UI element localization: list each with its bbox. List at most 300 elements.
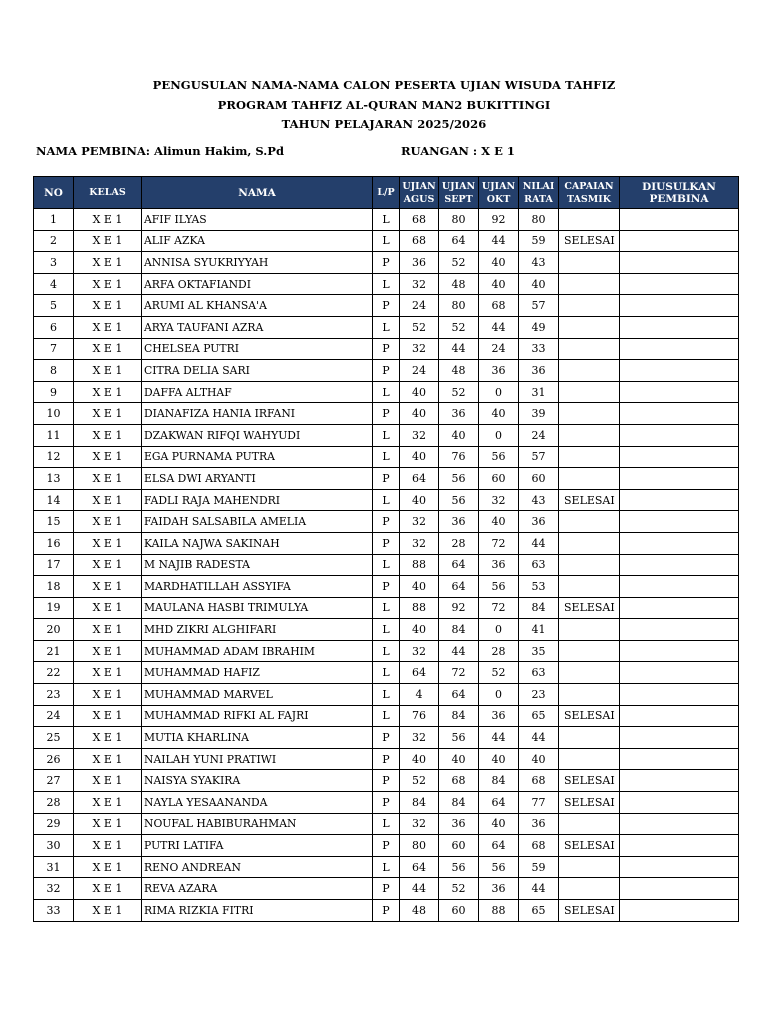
cell-ujian-okt: 40 [479, 403, 519, 425]
cell-capaian-tasmik [559, 316, 620, 338]
cell-nama: CITRA DELIA SARI [142, 360, 373, 382]
table-row [34, 640, 739, 662]
col-header-kelas: KELAS [74, 177, 142, 209]
cell-diusulkan-pembina [620, 230, 739, 252]
cell-no: 3 [34, 252, 74, 274]
cell-lp: L [373, 273, 400, 295]
cell-nama: MAULANA HASBI TRIMULYA [142, 597, 373, 619]
cell-kelas: X E 1 [74, 813, 142, 835]
table-row [34, 295, 739, 317]
cell-no: 8 [34, 360, 74, 382]
cell-ujian-okt: 28 [479, 640, 519, 662]
cell-nilai-rata: 63 [519, 554, 559, 576]
cell-ujian-okt: 0 [479, 424, 519, 446]
cell-nama: MUHAMMAD ADAM IBRAHIM [142, 640, 373, 662]
cell-diusulkan-pembina [620, 835, 739, 857]
table-row [34, 705, 739, 727]
table-row [34, 381, 739, 403]
table-row [34, 489, 739, 511]
cell-ujian-sept: 52 [439, 252, 479, 274]
cell-lp: L [373, 489, 400, 511]
cell-nama: EGA PURNAMA PUTRA [142, 446, 373, 468]
cell-kelas: X E 1 [74, 684, 142, 706]
table-row [34, 252, 739, 274]
cell-ujian-sept: 84 [439, 792, 479, 814]
title-line-2: PROGRAM TAHFIZ AL-QURAN MAN2 BUKITTINGI [217, 97, 551, 112]
cell-no: 4 [34, 273, 74, 295]
cell-ujian-agus: 88 [400, 597, 439, 619]
cell-capaian-tasmik: SELESAI [559, 770, 620, 792]
participants-table [33, 176, 739, 922]
cell-capaian-tasmik [559, 619, 620, 641]
cell-lp: P [373, 532, 400, 554]
cell-ujian-okt: 36 [479, 878, 519, 900]
cell-diusulkan-pembina [620, 381, 739, 403]
cell-nama: PUTRI LATIFA [142, 835, 373, 857]
cell-ujian-agus: 40 [400, 619, 439, 641]
cell-nilai-rata: 43 [519, 489, 559, 511]
cell-capaian-tasmik [559, 554, 620, 576]
cell-ujian-okt: 36 [479, 360, 519, 382]
cell-diusulkan-pembina [620, 316, 739, 338]
cell-diusulkan-pembina [620, 424, 739, 446]
cell-lp: P [373, 727, 400, 749]
cell-nilai-rata: 53 [519, 576, 559, 598]
table-row [34, 532, 739, 554]
col-header-nama: NAMA [142, 177, 373, 209]
col-header-ujian-agus-line2: AGUS [403, 193, 435, 205]
table-row [34, 792, 739, 814]
cell-capaian-tasmik: SELESAI [559, 900, 620, 922]
cell-kelas: X E 1 [74, 792, 142, 814]
cell-ujian-sept: 52 [439, 878, 479, 900]
table-row [34, 813, 739, 835]
table-row [34, 770, 739, 792]
cell-ujian-okt: 44 [479, 230, 519, 252]
cell-kelas: X E 1 [74, 576, 142, 598]
cell-diusulkan-pembina [620, 360, 739, 382]
cell-ujian-okt: 44 [479, 316, 519, 338]
cell-nilai-rata: 60 [519, 468, 559, 490]
cell-ujian-sept: 56 [439, 489, 479, 511]
cell-ujian-sept: 60 [439, 835, 479, 857]
cell-lp: L [373, 597, 400, 619]
cell-kelas: X E 1 [74, 619, 142, 641]
col-header-capaian-tasmik [559, 177, 620, 209]
cell-nilai-rata: 43 [519, 252, 559, 274]
cell-nilai-rata: 44 [519, 532, 559, 554]
cell-lp: P [373, 252, 400, 274]
cell-kelas: X E 1 [74, 316, 142, 338]
cell-ujian-agus: 4 [400, 684, 439, 706]
cell-ujian-okt: 36 [479, 554, 519, 576]
cell-no: 22 [34, 662, 74, 684]
table-row [34, 619, 739, 641]
cell-lp: P [373, 770, 400, 792]
cell-nilai-rata: 84 [519, 597, 559, 619]
cell-ujian-sept: 28 [439, 532, 479, 554]
cell-ujian-okt: 40 [479, 748, 519, 770]
cell-diusulkan-pembina [620, 295, 739, 317]
ruangan-label: RUANGAN : X E 1 [401, 144, 515, 158]
cell-no: 17 [34, 554, 74, 576]
table-row [34, 316, 739, 338]
table-row [34, 403, 739, 425]
cell-ujian-sept: 92 [439, 597, 479, 619]
cell-ujian-agus: 64 [400, 856, 439, 878]
cell-diusulkan-pembina [620, 489, 739, 511]
cell-diusulkan-pembina [620, 554, 739, 576]
cell-nama: MUTIA KHARLINA [142, 727, 373, 749]
cell-lp: L [373, 856, 400, 878]
cell-ujian-sept: 56 [439, 856, 479, 878]
cell-kelas: X E 1 [74, 662, 142, 684]
cell-diusulkan-pembina [620, 338, 739, 360]
cell-nama: RIMA RIZKIA FITRI [142, 900, 373, 922]
cell-nilai-rata: 77 [519, 792, 559, 814]
cell-ujian-sept: 36 [439, 511, 479, 533]
cell-capaian-tasmik [559, 813, 620, 835]
cell-ujian-sept: 72 [439, 662, 479, 684]
col-header-ujian-sept-line1: UJIAN [441, 180, 476, 192]
cell-nilai-rata: 63 [519, 662, 559, 684]
cell-no: 12 [34, 446, 74, 468]
cell-ujian-agus: 64 [400, 468, 439, 490]
cell-ujian-sept: 84 [439, 619, 479, 641]
cell-capaian-tasmik [559, 252, 620, 274]
cell-kelas: X E 1 [74, 878, 142, 900]
cell-lp: L [373, 446, 400, 468]
cell-ujian-sept: 84 [439, 705, 479, 727]
cell-ujian-sept: 40 [439, 424, 479, 446]
cell-no: 21 [34, 640, 74, 662]
cell-kelas: X E 1 [74, 209, 142, 231]
cell-nilai-rata: 59 [519, 230, 559, 252]
table-row [34, 209, 739, 231]
table-header-row [34, 177, 739, 209]
cell-nilai-rata: 65 [519, 900, 559, 922]
cell-no: 7 [34, 338, 74, 360]
table-row [34, 360, 739, 382]
cell-nilai-rata: 39 [519, 403, 559, 425]
cell-lp: P [373, 360, 400, 382]
cell-no: 32 [34, 878, 74, 900]
document-meta [36, 144, 736, 160]
cell-kelas: X E 1 [74, 748, 142, 770]
cell-diusulkan-pembina [620, 273, 739, 295]
col-header-diusulkan-line1: DIUSULKAN [642, 180, 716, 193]
cell-capaian-tasmik [559, 424, 620, 446]
cell-ujian-agus: 32 [400, 640, 439, 662]
cell-diusulkan-pembina [620, 252, 739, 274]
table-row [34, 835, 739, 857]
cell-no: 18 [34, 576, 74, 598]
cell-nama: ARFA OKTAFIANDI [142, 273, 373, 295]
cell-ujian-agus: 48 [400, 900, 439, 922]
cell-nama: MUHAMMAD HAFIZ [142, 662, 373, 684]
cell-lp: L [373, 813, 400, 835]
cell-ujian-okt: 84 [479, 770, 519, 792]
cell-capaian-tasmik [559, 856, 620, 878]
cell-kelas: X E 1 [74, 273, 142, 295]
cell-ujian-agus: 32 [400, 273, 439, 295]
cell-nilai-rata: 44 [519, 727, 559, 749]
cell-ujian-agus: 32 [400, 727, 439, 749]
cell-lp: L [373, 316, 400, 338]
cell-nilai-rata: 41 [519, 619, 559, 641]
cell-no: 15 [34, 511, 74, 533]
cell-nilai-rata: 35 [519, 640, 559, 662]
cell-nilai-rata: 31 [519, 381, 559, 403]
cell-no: 1 [34, 209, 74, 231]
col-header-nilai-rata-line2: RATA [524, 193, 553, 205]
cell-lp: L [373, 619, 400, 641]
cell-nama: NOUFAL HABIBURAHMAN [142, 813, 373, 835]
cell-kelas: X E 1 [74, 381, 142, 403]
cell-diusulkan-pembina [620, 209, 739, 231]
cell-diusulkan-pembina [620, 640, 739, 662]
cell-ujian-agus: 24 [400, 360, 439, 382]
cell-ujian-sept: 76 [439, 446, 479, 468]
cell-ujian-okt: 60 [479, 468, 519, 490]
cell-ujian-sept: 56 [439, 468, 479, 490]
cell-lp: P [373, 878, 400, 900]
cell-capaian-tasmik [559, 511, 620, 533]
cell-nama: KAILA NAJWA SAKINAH [142, 532, 373, 554]
cell-nilai-rata: 23 [519, 684, 559, 706]
cell-ujian-agus: 40 [400, 403, 439, 425]
cell-capaian-tasmik: SELESAI [559, 230, 620, 252]
cell-capaian-tasmik [559, 295, 620, 317]
cell-diusulkan-pembina [620, 446, 739, 468]
col-header-diusulkan-pembina [620, 177, 739, 209]
cell-diusulkan-pembina [620, 900, 739, 922]
cell-capaian-tasmik: SELESAI [559, 792, 620, 814]
cell-ujian-agus: 32 [400, 532, 439, 554]
cell-diusulkan-pembina [620, 511, 739, 533]
cell-ujian-agus: 32 [400, 813, 439, 835]
cell-nama: MARDHATILLAH ASSYIFA [142, 576, 373, 598]
cell-ujian-agus: 36 [400, 252, 439, 274]
title-line-3: TAHUN PELAJARAN 2025/2026 [281, 117, 487, 131]
table-row [34, 684, 739, 706]
cell-ujian-agus: 84 [400, 792, 439, 814]
cell-lp: P [373, 792, 400, 814]
cell-ujian-okt: 40 [479, 511, 519, 533]
cell-ujian-agus: 32 [400, 424, 439, 446]
table-row [34, 856, 739, 878]
col-header-nilai-rata-line1: NILAI [522, 180, 555, 192]
cell-lp: P [373, 900, 400, 922]
table-row [34, 446, 739, 468]
cell-ujian-okt: 36 [479, 705, 519, 727]
cell-ujian-agus: 40 [400, 576, 439, 598]
cell-ujian-okt: 56 [479, 446, 519, 468]
cell-ujian-sept: 52 [439, 316, 479, 338]
cell-capaian-tasmik: SELESAI [559, 835, 620, 857]
table-row [34, 230, 739, 252]
cell-nilai-rata: 36 [519, 511, 559, 533]
cell-kelas: X E 1 [74, 252, 142, 274]
cell-nama: CHELSEA PUTRI [142, 338, 373, 360]
cell-ujian-agus: 40 [400, 748, 439, 770]
cell-diusulkan-pembina [620, 878, 739, 900]
cell-ujian-okt: 40 [479, 813, 519, 835]
cell-no: 16 [34, 532, 74, 554]
cell-ujian-okt: 64 [479, 835, 519, 857]
cell-no: 13 [34, 468, 74, 490]
table-row [34, 554, 739, 576]
cell-ujian-agus: 68 [400, 230, 439, 252]
cell-nilai-rata: 36 [519, 813, 559, 835]
cell-nilai-rata: 36 [519, 360, 559, 382]
col-header-ujian-sept-line2: SEPT [444, 193, 473, 205]
cell-ujian-sept: 80 [439, 295, 479, 317]
cell-capaian-tasmik [559, 532, 620, 554]
cell-nilai-rata: 24 [519, 424, 559, 446]
cell-diusulkan-pembina [620, 770, 739, 792]
cell-ujian-agus: 32 [400, 338, 439, 360]
col-header-ujian-agus-line1: UJIAN [402, 180, 436, 192]
cell-diusulkan-pembina [620, 576, 739, 598]
cell-lp: P [373, 511, 400, 533]
cell-ujian-agus: 88 [400, 554, 439, 576]
cell-capaian-tasmik [559, 748, 620, 770]
table-row [34, 727, 739, 749]
cell-nama: ARUMI AL KHANSA'A [142, 295, 373, 317]
cell-capaian-tasmik [559, 360, 620, 382]
cell-no: 9 [34, 381, 74, 403]
cell-diusulkan-pembina [620, 619, 739, 641]
cell-ujian-sept: 36 [439, 813, 479, 835]
cell-ujian-sept: 40 [439, 748, 479, 770]
cell-lp: L [373, 705, 400, 727]
cell-kelas: X E 1 [74, 770, 142, 792]
cell-no: 28 [34, 792, 74, 814]
cell-capaian-tasmik [559, 468, 620, 490]
cell-nama: ANNISA SYUKRIYYAH [142, 252, 373, 274]
cell-lp: P [373, 748, 400, 770]
cell-nama: NAYLA YESAANANDA [142, 792, 373, 814]
cell-ujian-okt: 56 [479, 856, 519, 878]
cell-ujian-okt: 92 [479, 209, 519, 231]
cell-lp: P [373, 576, 400, 598]
cell-nilai-rata: 65 [519, 705, 559, 727]
cell-diusulkan-pembina [620, 856, 739, 878]
cell-ujian-sept: 64 [439, 230, 479, 252]
cell-capaian-tasmik [559, 403, 620, 425]
cell-kelas: X E 1 [74, 856, 142, 878]
cell-no: 33 [34, 900, 74, 922]
col-header-ujian-okt-line2: OKT [486, 193, 511, 205]
cell-diusulkan-pembina [620, 532, 739, 554]
cell-ujian-okt: 24 [479, 338, 519, 360]
cell-ujian-okt: 52 [479, 662, 519, 684]
col-header-diusulkan-line2: PEMBINA [649, 192, 709, 205]
cell-nilai-rata: 57 [519, 295, 559, 317]
cell-nama: ARYA TAUFANI AZRA [142, 316, 373, 338]
cell-ujian-okt: 40 [479, 252, 519, 274]
cell-ujian-agus: 40 [400, 381, 439, 403]
cell-nama: FAIDAH SALSABILA AMELIA [142, 511, 373, 533]
table-row [34, 878, 739, 900]
cell-kelas: X E 1 [74, 489, 142, 511]
cell-ujian-okt: 0 [479, 684, 519, 706]
cell-kelas: X E 1 [74, 532, 142, 554]
cell-no: 19 [34, 597, 74, 619]
cell-kelas: X E 1 [74, 597, 142, 619]
cell-capaian-tasmik: SELESAI [559, 489, 620, 511]
cell-kelas: X E 1 [74, 446, 142, 468]
cell-nilai-rata: 33 [519, 338, 559, 360]
cell-lp: L [373, 209, 400, 231]
cell-kelas: X E 1 [74, 554, 142, 576]
cell-diusulkan-pembina [620, 597, 739, 619]
col-header-capaian-line2: TASMIK [567, 193, 611, 205]
cell-no: 29 [34, 813, 74, 835]
cell-diusulkan-pembina [620, 403, 739, 425]
cell-kelas: X E 1 [74, 360, 142, 382]
cell-lp: L [373, 662, 400, 684]
cell-no: 10 [34, 403, 74, 425]
cell-lp: P [373, 338, 400, 360]
cell-kelas: X E 1 [74, 424, 142, 446]
col-header-ujian-okt [479, 177, 519, 209]
cell-capaian-tasmik [559, 338, 620, 360]
cell-ujian-sept: 60 [439, 900, 479, 922]
cell-lp: L [373, 640, 400, 662]
cell-ujian-sept: 56 [439, 727, 479, 749]
cell-nama: MUHAMMAD MARVEL [142, 684, 373, 706]
cell-no: 26 [34, 748, 74, 770]
cell-ujian-okt: 0 [479, 619, 519, 641]
cell-ujian-okt: 40 [479, 273, 519, 295]
cell-no: 2 [34, 230, 74, 252]
table-row [34, 900, 739, 922]
cell-nilai-rata: 59 [519, 856, 559, 878]
cell-nilai-rata: 80 [519, 209, 559, 231]
cell-lp: P [373, 403, 400, 425]
cell-nama: DAFFA ALTHAF [142, 381, 373, 403]
cell-no: 30 [34, 835, 74, 857]
col-header-no: NO [34, 177, 74, 209]
cell-diusulkan-pembina [620, 792, 739, 814]
cell-nama: MUHAMMAD RIFKI AL FAJRI [142, 705, 373, 727]
cell-ujian-sept: 80 [439, 209, 479, 231]
cell-kelas: X E 1 [74, 900, 142, 922]
table-row [34, 273, 739, 295]
cell-diusulkan-pembina [620, 468, 739, 490]
table-row [34, 468, 739, 490]
cell-lp: L [373, 554, 400, 576]
cell-ujian-agus: 52 [400, 316, 439, 338]
cell-ujian-sept: 48 [439, 273, 479, 295]
cell-ujian-agus: 40 [400, 446, 439, 468]
cell-capaian-tasmik [559, 273, 620, 295]
document-title-block [0, 76, 768, 135]
col-header-ujian-sept [439, 177, 479, 209]
cell-ujian-okt: 32 [479, 489, 519, 511]
col-header-nilai-rata [519, 177, 559, 209]
cell-diusulkan-pembina [620, 748, 739, 770]
cell-nilai-rata: 68 [519, 770, 559, 792]
cell-ujian-sept: 44 [439, 640, 479, 662]
cell-diusulkan-pembina [620, 662, 739, 684]
cell-nama: REVA AZARA [142, 878, 373, 900]
cell-diusulkan-pembina [620, 684, 739, 706]
cell-nama: NAISYA SYAKIRA [142, 770, 373, 792]
cell-diusulkan-pembina [620, 813, 739, 835]
